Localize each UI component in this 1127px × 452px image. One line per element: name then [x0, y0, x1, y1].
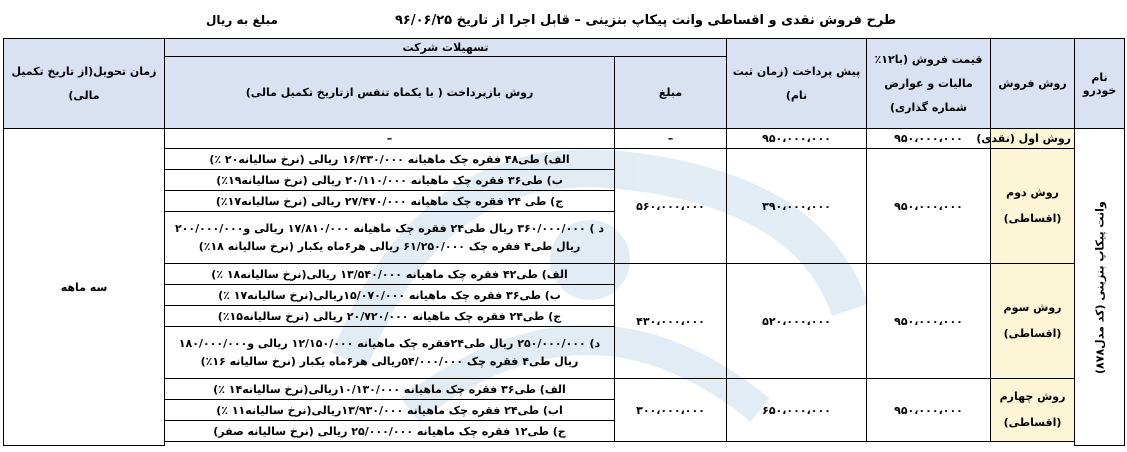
method-2-term-c: ج) طی ۲۴ فقره چک ماهیانه ۲۷/۴۷۰/۰۰۰ ریالی (نرخ سالیانه۱۷٪) — [165, 191, 615, 212]
method-3-term-c: ج) طی۲۴ فقره چک ماهیانه ۲۰/۷۲۰/۰۰۰ ریالی (نرخ سالیانه۱۵٪) — [165, 306, 615, 327]
method-2-term-a: الف) طی۴۸ فقره چک ماهیانه ۱۶/۴۳۰/۰۰۰ ریالی (نرخ سالیانه۲۰ ٪) — [165, 149, 615, 170]
method-3-title: روش سوم — [1003, 301, 1062, 314]
delivery-time-value: سه ماهه — [4, 129, 165, 446]
method-4-label — [991, 379, 1075, 442]
method-4-price: ۹۵۰،۰۰۰،۰۰۰ — [867, 379, 991, 442]
header-sale-method: روش فروش — [991, 39, 1075, 129]
document-title: طرح فروش نقدی و اقساطی وانت پیکاپ بنزینی – قابل اجرا از تاریخ ۹۶/۰۶/۲۵ — [395, 13, 897, 28]
method-4-type: (اقساطی) — [1003, 416, 1062, 429]
header-sale-price: قیمت فروش (با۱۲٪ مالیات و عوارض شماره گذاری) — [867, 39, 991, 129]
method-3-type: (اقساطی) — [1003, 327, 1062, 340]
method-3-price: ۹۵۰،۰۰۰،۰۰۰ — [867, 264, 991, 379]
header-car-name: نام خودرو — [1075, 39, 1125, 129]
method-4-amount: ۳۰۰،۰۰۰،۰۰۰ — [615, 379, 727, 442]
header-delivery-time: زمان تحویل(از تاریخ تکمیل مالی) — [4, 39, 165, 129]
method-2-term-b: ب) طی۳۶ فقره چک ماهیانه ۲۰/۱۱۰/۰۰۰ ریالی (نرخ سالیانه۱۹٪) — [165, 170, 615, 191]
method-1-amount: – — [615, 129, 727, 149]
header-repayment-method: روش بازپرداخت ( با یکماه تنفس ازتاریخ تکمیل مالی) — [165, 57, 615, 129]
method-4-prepay: ۶۵۰،۰۰۰،۰۰۰ — [727, 379, 867, 442]
method-3-term-d: د) ۲۵۰/۰۰۰/۰۰۰ ریال طی۲۴فقره چک ماهیانه ۱۲/۱۵۰/۰۰۰ ریالی و۱۸۰/۰۰۰/۰۰۰ ریال طی۴ فقره چک ۵۴/۰۰۰/۰۰۰ریالی هر۶ماه یکبار (نرخ سالیانه ۱۶٪) — [165, 327, 615, 379]
method-2-term-d: د ) ۳۶۰/۰۰۰/۰۰۰ ریال طی۲۴ فقره چک ماهیانه ۱۷/۸۱۰/۰۰۰ ریالی و۲۰۰/۰۰۰/۰۰۰ ریال طی۴ فقره چک ۶۱/۲۵۰/۰۰۰ ریالی هر۶ماه یکبار (نرخ سالیانه ۱۸٪) — [165, 212, 615, 264]
header-amount: مبلغ — [615, 57, 727, 129]
method-2-prepay: ۳۹۰،۰۰۰،۰۰۰ — [727, 149, 867, 264]
method-2-price: ۹۵۰،۰۰۰،۰۰۰ — [867, 149, 991, 264]
method-2-type: (اقساطی) — [1003, 212, 1062, 225]
method-4-term-c: ج) طی۱۲ فقره چک ماهیانه ۲۵/۰۰۰/۰۰۰ ریالی (نرخ سالیانه صفر) — [165, 421, 615, 442]
currency-unit-note: مبلغ به ریال — [206, 13, 278, 27]
header-prepayment: پیش پرداخت (زمان ثبت نام) — [727, 39, 867, 129]
method-3-term-b: ب) طی۳۶ فقره چک ماهیانه ۱۵/۰۷۰/۰۰۰ریالی(نرخ سالیانه۱۷ ٪) — [165, 285, 615, 306]
method-3-amount: ۴۳۰،۰۰۰،۰۰۰ — [615, 264, 727, 379]
method-3-term-a: الف) طی۴۲ فقره چک ماهیانه ۱۳/۵۴۰/۰۰۰ ریالی(نرخ سالیانه۱۸ ٪) — [165, 264, 615, 285]
car-name-cell: وانت پیکاپ بنزینی (کد مدل۸۷۸) — [1075, 129, 1125, 446]
method-3-prepay: ۵۲۰،۰۰۰،۰۰۰ — [727, 264, 867, 379]
method-2-label — [991, 149, 1075, 264]
method-1-price: ۹۵۰،۰۰۰،۰۰۰ — [867, 129, 991, 149]
method-4-term-a: الف) طی۳۶ فقره چک ماهیانه ۱۰/۱۳۰/۰۰۰ریالی(نرخ سالیانه۱۴ ٪) — [165, 379, 615, 400]
method-1-terms: – — [165, 129, 615, 149]
method-2-amount: ۵۶۰،۰۰۰،۰۰۰ — [615, 149, 727, 264]
header-company-facilities: تسهیلات شرکت — [165, 39, 727, 57]
method-4-term-b: اب) طی۲۴ فقره چک ماهیانه ۱۳/۹۳۰/۰۰۰ریالی(نرخ سالیانه۱۱ ٪) — [165, 400, 615, 421]
method-2-title: روش دوم — [1006, 186, 1059, 199]
sales-plan-table — [3, 38, 1125, 446]
method-4-title: روش چهارم — [999, 390, 1066, 403]
method-3-label — [991, 264, 1075, 379]
method-1-label: روش اول (نقدی) — [991, 129, 1075, 149]
method-1-prepay: ۹۵۰،۰۰۰،۰۰۰ — [727, 129, 867, 149]
